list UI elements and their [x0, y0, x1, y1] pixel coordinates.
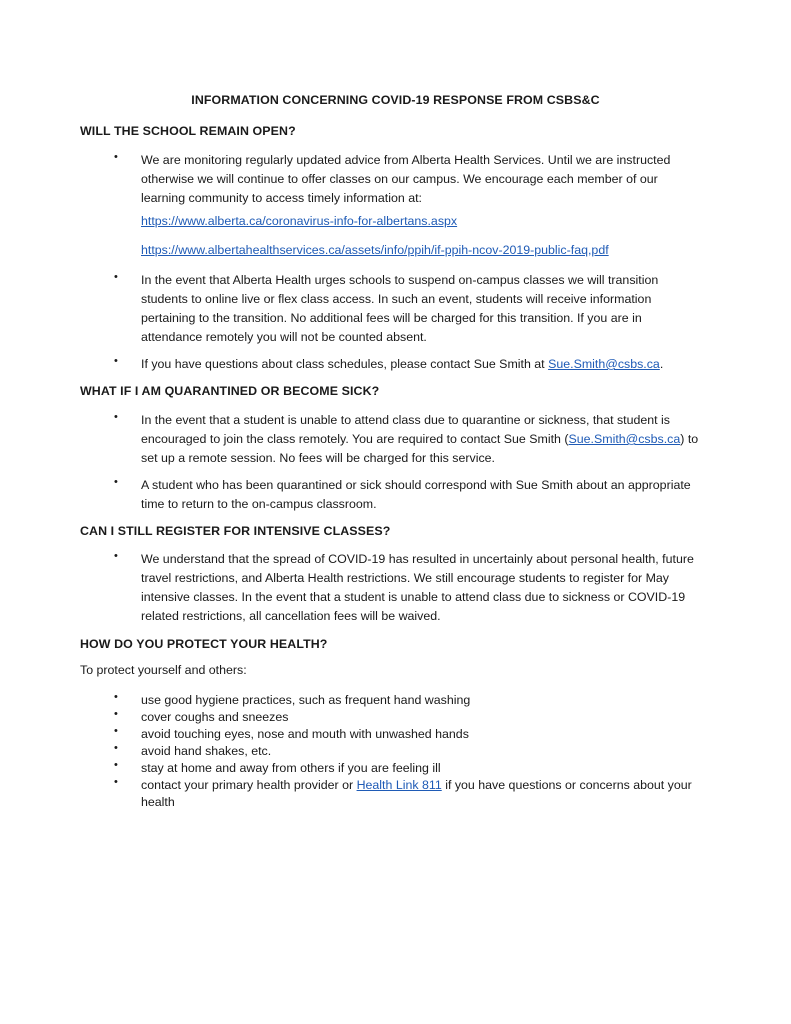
- bullet-text: A student who has been quarantined or sick should correspond with Sue Smith about an appropriate time to return to the on-campus classroom.: [141, 478, 691, 511]
- list-item: [114, 777, 714, 811]
- bullet-text-end: ) to set up a remote session. No fees will be charged for this service.: [141, 432, 699, 465]
- list-item: [114, 709, 714, 726]
- bullet-text: If you have questions about class schedules, please contact Sue Smith at: [141, 357, 549, 371]
- list-item-text: use good hygiene practices, such as frequent hand washing: [141, 693, 471, 707]
- list-item-text: avoid hand shakes, etc.: [141, 744, 272, 758]
- bullet-icon: •: [114, 411, 118, 423]
- heading-intensive-classes: CAN I STILL REGISTER FOR INTENSIVE CLASSES?: [80, 524, 391, 538]
- list-item-text: stay at home and away from others if you are feeling ill: [141, 761, 441, 775]
- document-title: INFORMATION CONCERNING COVID-19 RESPONSE FROM CSBS&C: [191, 93, 600, 107]
- protect-intro: To protect yourself and others:: [80, 663, 247, 677]
- bullet-icon: •: [114, 355, 118, 367]
- bullet-icon: •: [114, 742, 118, 754]
- bullet-icon: •: [114, 708, 118, 720]
- bullet-text: We are monitoring regularly updated advice from Alberta Health Services. Until we are instructed otherwise we will continue to offer classes on our campus. We encourage each member of our learning community to access timely information at:: [141, 153, 671, 205]
- link-ahs-faq[interactable]: https://www.albertahealthservices.ca/assets/info/ppih/if-ppih-ncov-2019-public-faq,pdf: [141, 243, 609, 257]
- list-item-text: contact your primary health provider or: [141, 778, 357, 792]
- list-item-text: cover coughs and sneezes: [141, 710, 289, 724]
- list-item: [114, 692, 714, 709]
- bullet-text: In the event that Alberta Health urges schools to suspend on-campus classes we will transition students to online live or flex class access. In such an event, students will receive information pertaining to the transition. No additional fees will be charged for this transition. If you are in attendance remotely you will not be counted absent.: [141, 273, 659, 344]
- health-tips-list: [114, 692, 714, 811]
- link-health-link-811[interactable]: Health Link 811: [356, 778, 442, 792]
- bullet-icon: •: [114, 476, 118, 488]
- bullet-icon: •: [114, 725, 118, 737]
- heading-quarantined: WHAT IF I AM QUARANTINED OR BECOME SICK?: [80, 384, 380, 398]
- email-link-sue-smith[interactable]: Sue.Smith@csbs.ca: [568, 432, 681, 446]
- bullet-icon: •: [114, 691, 118, 703]
- bullet-icon: •: [114, 759, 118, 771]
- list-item-text-end: if you have questions or concerns about your health: [141, 778, 692, 809]
- heading-protect-health: HOW DO YOU PROTECT YOUR HEALTH?: [80, 637, 328, 651]
- list-item: [114, 743, 714, 760]
- bullet-icon: •: [114, 776, 118, 788]
- list-item: [114, 760, 714, 777]
- email-link-sue-smith[interactable]: Sue.Smith@csbs.ca: [548, 357, 660, 371]
- bullet-icon: •: [114, 151, 118, 163]
- list-item: [114, 726, 714, 743]
- list-item-text: avoid touching eyes, nose and mouth with unwashed hands: [141, 727, 469, 741]
- bullet-text-end: .: [659, 357, 664, 371]
- bullet-icon: •: [114, 550, 118, 562]
- bullet-text: In the event that a student is unable to attend class due to quarantine or sickness, that student is encouraged to join the class remotely. You are required to contact Sue Smith (: [141, 413, 671, 446]
- bullet-text: We understand that the spread of COVID-19 has resulted in uncertainly about personal health, future travel restrictions, and Alberta Health restrictions. We still encourage students to register for May intensive classes. In the event that a student is unable to attend class due to sickness or COVID-19 related restrictions, all cancellation fees will be waived.: [141, 552, 694, 623]
- link-alberta-coronavirus[interactable]: https://www.alberta.ca/coronavirus-info-for-albertans.aspx: [141, 214, 458, 228]
- heading-school-open: WILL THE SCHOOL REMAIN OPEN?: [80, 124, 296, 138]
- bullet-icon: •: [114, 271, 118, 283]
